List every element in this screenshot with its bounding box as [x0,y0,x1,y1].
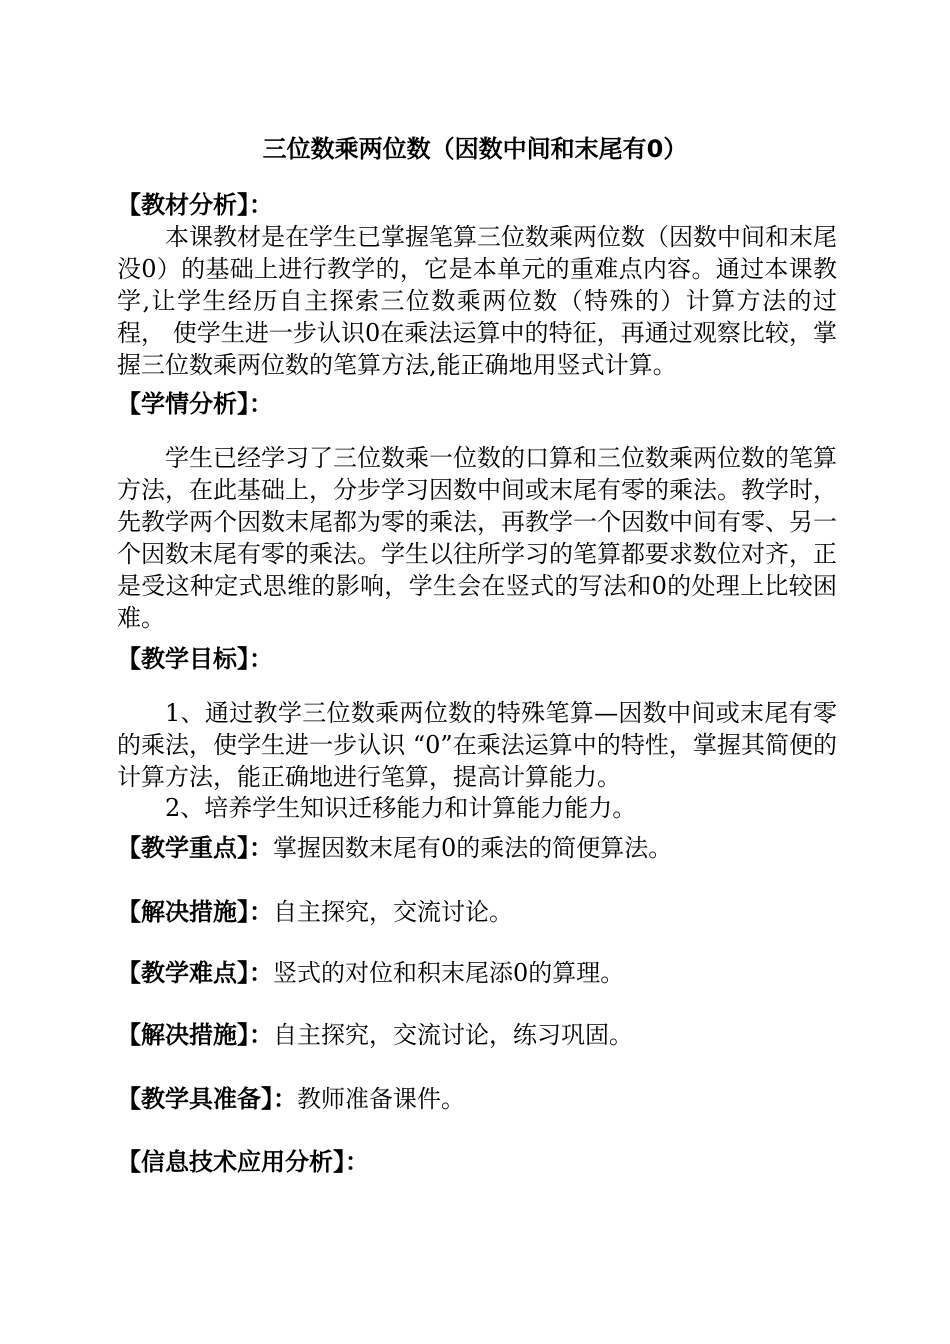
goals-item-1: 1、通过教学三位数乘两位数的特殊笔算—因数中间或末尾有零的乘法，使学生进一步认识 “0”在乘法运算中的特性，掌握其简便的计算方法，能正确地进行笔算，提高计算能力。 [117,699,837,791]
key-point-row [117,830,672,866]
tools-label: 【教学具准备】： [117,1085,297,1113]
goals-heading: 【教学目标】： [117,645,273,673]
difficulty-solution-row [117,1017,633,1053]
difficulty-row [117,955,624,991]
difficulty-solution-label: 【解决措施】： [117,1021,273,1049]
key-solution-value: 自主探究，交流讨论。 [273,898,513,926]
tools-value: 教师准备课件。 [297,1085,465,1113]
students-body: 学生已经学习了三位数乘一位数的口算和三位数乘两位数的笔算方法，在此基础上，分步学习因数中间或末尾有零的乘法。教学时，先教学两个因数末尾都为零的乘法，再教学一个因数中间有零、另一个因数末尾有零的乘法。学生以往所学习的笔算都要求数位对齐，正是受这种定式思维的影响，学生会在竖式的写法和0的处理上比较困难。 [117,444,837,632]
difficulty-solution-value: 自主探究，交流讨论，练习巩固。 [273,1021,633,1049]
key-solution-row [117,894,513,930]
difficulty-value: 竖式的对位和积末尾添0的算理。 [273,959,625,987]
materials-heading: 【教材分析】： [117,191,273,219]
tech-label: 【信息技术应用分析】： [117,1148,369,1176]
tech-row [117,1144,369,1180]
key-point-label: 【教学重点】： [117,834,273,862]
students-heading: 【学情分析】： [117,390,273,418]
key-solution-label: 【解决措施】： [117,898,273,926]
difficulty-label: 【教学难点】： [117,959,273,987]
goals-item-2: 2、培养学生知识迁移能力和计算能力能力。 [165,794,637,822]
document-title: 三位数乘两位数（因数中间和末尾有0） [262,135,688,163]
materials-body: 本课教材是在学生已掌握笔算三位数乘两位数（因数中间和末尾没0）的基础上进行教学的，它是本单元的重难点内容。通过本课教学,让学生经历自主探索三位数乘两位数（特殊的）计算方法的过程， 使学生进一步认识0在乘法运算中的特征，再通过观察比较，掌握三位数乘两位数的笔算方法,能正确地用竖式计算。 [117,223,837,379]
key-point-value: 掌握因数末尾有0的乘法的简便算法。 [273,834,673,862]
tools-row [117,1081,465,1117]
